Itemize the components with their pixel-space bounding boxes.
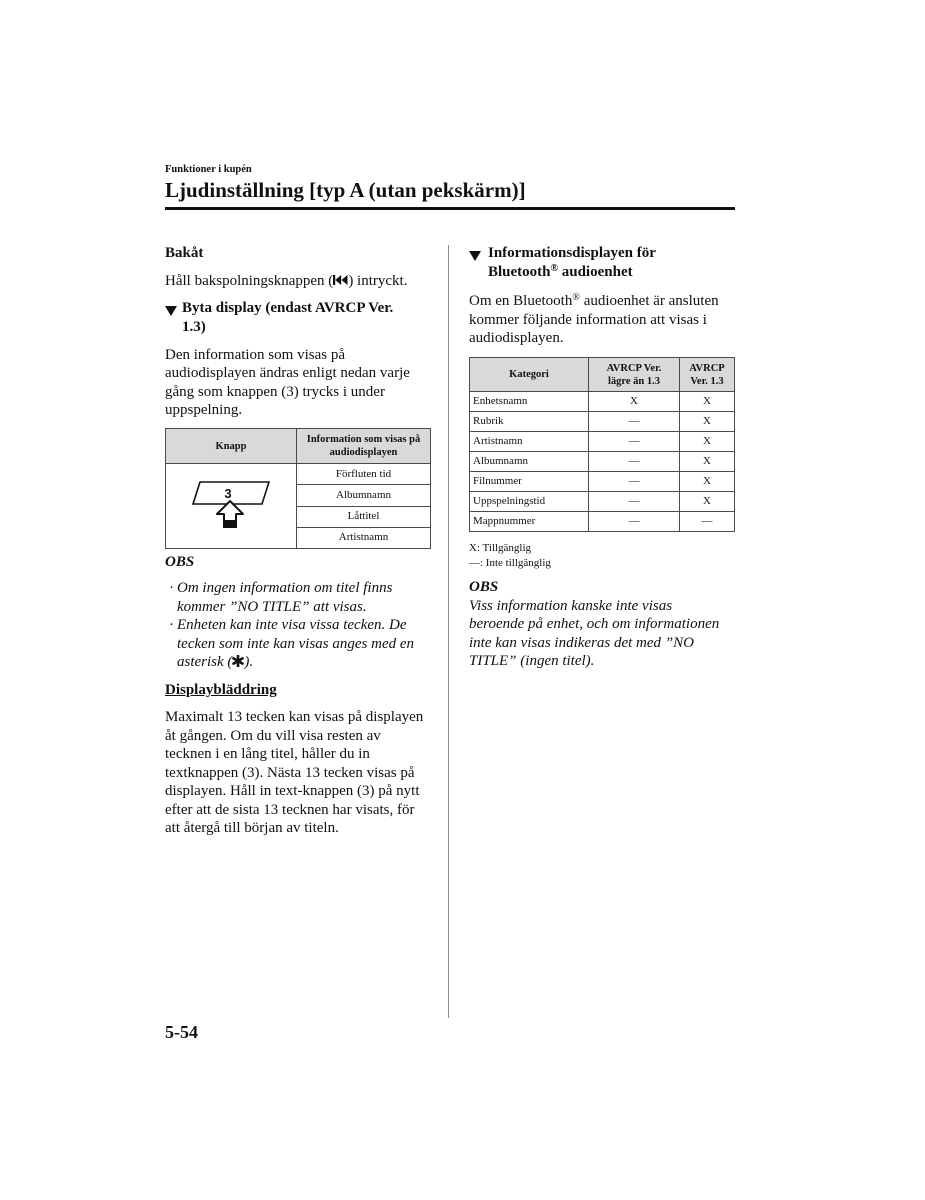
table-row (470, 412, 735, 432)
legend-item: —: Inte tillgänglig (469, 557, 551, 569)
table-cell-category: Rubrik (470, 412, 589, 432)
asterisk-line-before: asterisk ( (177, 654, 233, 670)
table-cell: — (589, 512, 680, 532)
table-cell: — (589, 492, 680, 512)
table-cell-category: Enhetsnamn (470, 392, 589, 412)
note-bullet-line: Enheten kan inte visa vissa tecken. De (177, 617, 407, 633)
header-line: Ver. 1.3 (690, 375, 724, 387)
header-cell-avrcp-low (589, 358, 680, 392)
paragraph-text: Om en Bluetooth (469, 293, 573, 309)
bullet-marker: · (169, 617, 174, 633)
paragraph-line: efter att de sista 13 tecknen har visats, för (165, 801, 415, 818)
bluetooth-heading-line (488, 263, 656, 282)
table-cell: Låttitel (297, 506, 431, 527)
scroll-heading: Displaybläddring (165, 682, 277, 698)
press-up-arrow-icon (217, 501, 243, 528)
table-cell: X (680, 432, 735, 452)
button-info-table (165, 428, 431, 549)
heading-text: audioenhet (558, 264, 633, 280)
table-cell: — (589, 432, 680, 452)
table-header-row (166, 429, 431, 464)
table-cell-category: Artistnamn (470, 432, 589, 452)
note-heading: OBS (469, 579, 499, 595)
header-line: AVRCP Ver. (606, 362, 662, 374)
table-row (470, 432, 735, 452)
table-row (470, 392, 735, 412)
table-legend (469, 541, 551, 571)
paragraph-line (469, 292, 719, 311)
note-line: TITLE” (ingen titel). (469, 653, 595, 670)
table-cell: Albumnamn (297, 485, 431, 506)
bullet-marker: · (169, 580, 174, 596)
table-cell-category: Uppspelningstid (470, 492, 589, 512)
note-bullet-line (177, 653, 414, 672)
paragraph-line: Den information som visas på (165, 347, 345, 363)
header-cell-info (297, 429, 431, 464)
table-cell-category: Mappnummer (470, 512, 589, 532)
triangle-down-icon (165, 303, 177, 321)
back-instruction-after: ) intryckt. (348, 273, 408, 289)
header-cell-category: Kategori (470, 358, 589, 392)
table-row (470, 492, 735, 512)
page-title: Ljudinställning [typ A (utan pekskärm)] (165, 178, 526, 202)
table-cell: — (680, 512, 735, 532)
note-line: Viss information kanske inte visas (469, 598, 673, 614)
registered-mark: ® (550, 263, 558, 274)
note-heading: OBS (165, 554, 195, 570)
paragraph-line: gång som knappen (3) trycks i under (165, 383, 385, 400)
paragraph-line: kommer följande information att visas i (469, 311, 707, 328)
note-bullet (165, 616, 414, 672)
table-cell-category: Albumnamn (470, 452, 589, 472)
header-cell-info-line: audiodisplayen (329, 447, 398, 458)
bluetooth-heading-line: Informationsdisplayen för (488, 245, 656, 261)
note-bullet (165, 579, 392, 616)
back-instruction (165, 272, 407, 291)
asterisk-icon (232, 655, 244, 667)
header-cell-button: Knapp (166, 429, 297, 464)
registered-mark: ® (572, 292, 580, 303)
paragraph-line: audiodisplayen ändras enligt nedan varje (165, 365, 410, 382)
table-row (470, 452, 735, 472)
table-cell: X (680, 492, 735, 512)
column-divider (448, 245, 449, 1018)
table-cell-category: Filnummer (470, 472, 589, 492)
paragraph-line: uppspelning. (165, 402, 243, 419)
display-switch-heading-line: Byta display (endast AVRCP Ver. (182, 300, 394, 316)
note-paragraph (469, 597, 719, 671)
paragraph-line: displayen. Håll in text-knappen (3) på nytt (165, 783, 420, 799)
back-instruction-before: Håll bakspolningsknappen ( (165, 273, 334, 289)
table-cell: — (589, 452, 680, 472)
triangle-down-icon (469, 248, 481, 266)
table-row (470, 512, 735, 532)
note-bullet-line: tecken som inte kan visas anges med en (177, 635, 415, 652)
table-cell: X (680, 472, 735, 492)
section-label: Funktioner i kupén (165, 164, 252, 175)
button-label: 3 (224, 486, 232, 501)
table-cell: X (680, 452, 735, 472)
button-illustration-cell (166, 464, 297, 549)
table-row (470, 472, 735, 492)
bluetooth-heading (469, 244, 656, 282)
paragraph-line: att återgå till början av titeln. (165, 820, 339, 836)
note-line: beroende på enhet, och om informationen (469, 616, 720, 633)
table-cell: X (589, 392, 680, 412)
table-cell: — (589, 472, 680, 492)
header-cell-avrcp-13 (680, 358, 735, 392)
note-line: inte kan visas indikeras det med ”NO (469, 634, 694, 651)
display-switch-heading-line: 1.3) (182, 319, 206, 335)
table-row (166, 464, 431, 485)
paragraph-line: textknappen (3). Nästa 13 tecken visas på (165, 764, 415, 781)
display-switch-paragraph (165, 346, 410, 420)
header-line: lägre än 1.3 (607, 375, 660, 387)
paragraph-line: audiodisplayen. (469, 330, 564, 346)
scroll-paragraph (165, 708, 423, 838)
button-3-illustration (166, 464, 297, 544)
paragraph-text: audioenhet är ansluten (579, 293, 719, 309)
paragraph-line: Maximalt 13 tecken kan visas på displayen (165, 709, 424, 725)
asterisk-line-after: ). (244, 654, 254, 670)
skip-back-icon (333, 274, 348, 286)
table-header-row (470, 358, 735, 392)
heading-text: Bluetooth (488, 264, 551, 280)
table-cell: Förfluten tid (297, 464, 431, 485)
paragraph-line: åt gången. Om du vill visa resten av (165, 727, 381, 744)
note-bullet-line: kommer ”NO TITLE” att visas. (177, 598, 367, 615)
display-switch-heading (165, 299, 393, 337)
table-cell: Artistnamn (297, 527, 431, 548)
page-number: 5-54 (165, 1022, 198, 1042)
title-rule (165, 207, 735, 210)
paragraph-line: tecknen i en lång titel, håller du in (165, 746, 370, 762)
legend-item: X: Tillgänglig (469, 542, 532, 554)
note-bullet-line: Om ingen information om titel finns (177, 580, 393, 596)
bluetooth-paragraph (469, 292, 719, 348)
table-cell: — (589, 412, 680, 432)
table-cell: X (680, 392, 735, 412)
table-cell: X (680, 412, 735, 432)
back-heading: Bakåt (165, 245, 204, 261)
header-cell-info-line: Information som visas på (306, 434, 421, 445)
bluetooth-info-table (469, 357, 735, 532)
header-line: AVRCP (689, 362, 725, 374)
